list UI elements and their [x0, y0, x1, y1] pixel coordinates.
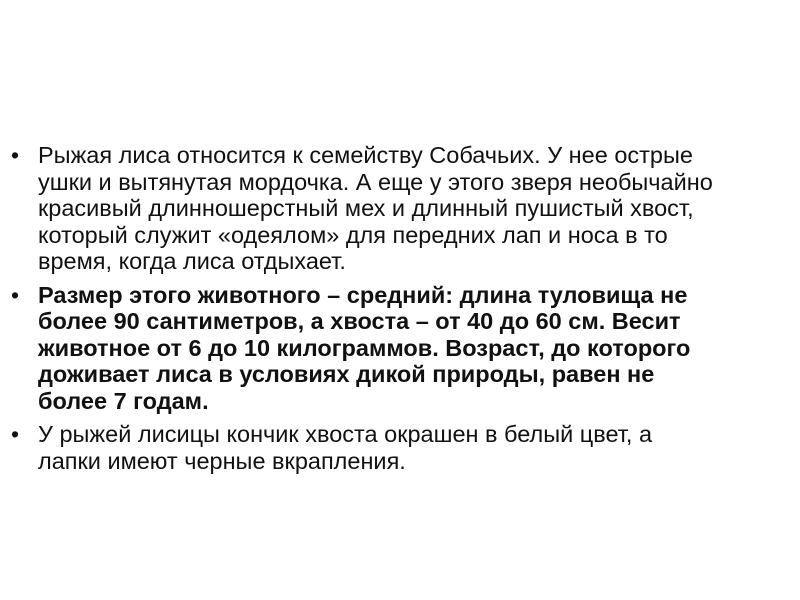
bullet-dot: • [11, 281, 20, 308]
bullet-dot: • [11, 142, 20, 168]
bullet-item-1 [0, 142, 718, 275]
bullet-item-3 [0, 421, 718, 474]
bullet-item-2 [0, 282, 728, 415]
bullet-text: Рыжая лиса относится к семейству Собачьих. У нее острые ушки и вытянутая мордочка. А еще у этого зверя необычайно красивый длинношерстный мех и длинный пушистый хвост, который служит «одеялом» для передних лап и носа в то время, когда лиса отдыхает. [38, 142, 713, 274]
bullet-text: Размер этого животного – средний: длина туловища не более 90 сантиметров, а хвоста – от 40 до 60 см. Весит животное от 6 до 10 килограммов. Возраст, до которого доживает лиса в условиях дикой природы, равен не более 7 годам. [38, 281, 691, 414]
bullet-dot: • [11, 421, 20, 447]
bullet-text: У рыжей лисицы кончик хвоста окрашен в белый цвет, а лапки имеют черные вкрапления. [38, 421, 653, 474]
bullet-list [0, 142, 800, 481]
